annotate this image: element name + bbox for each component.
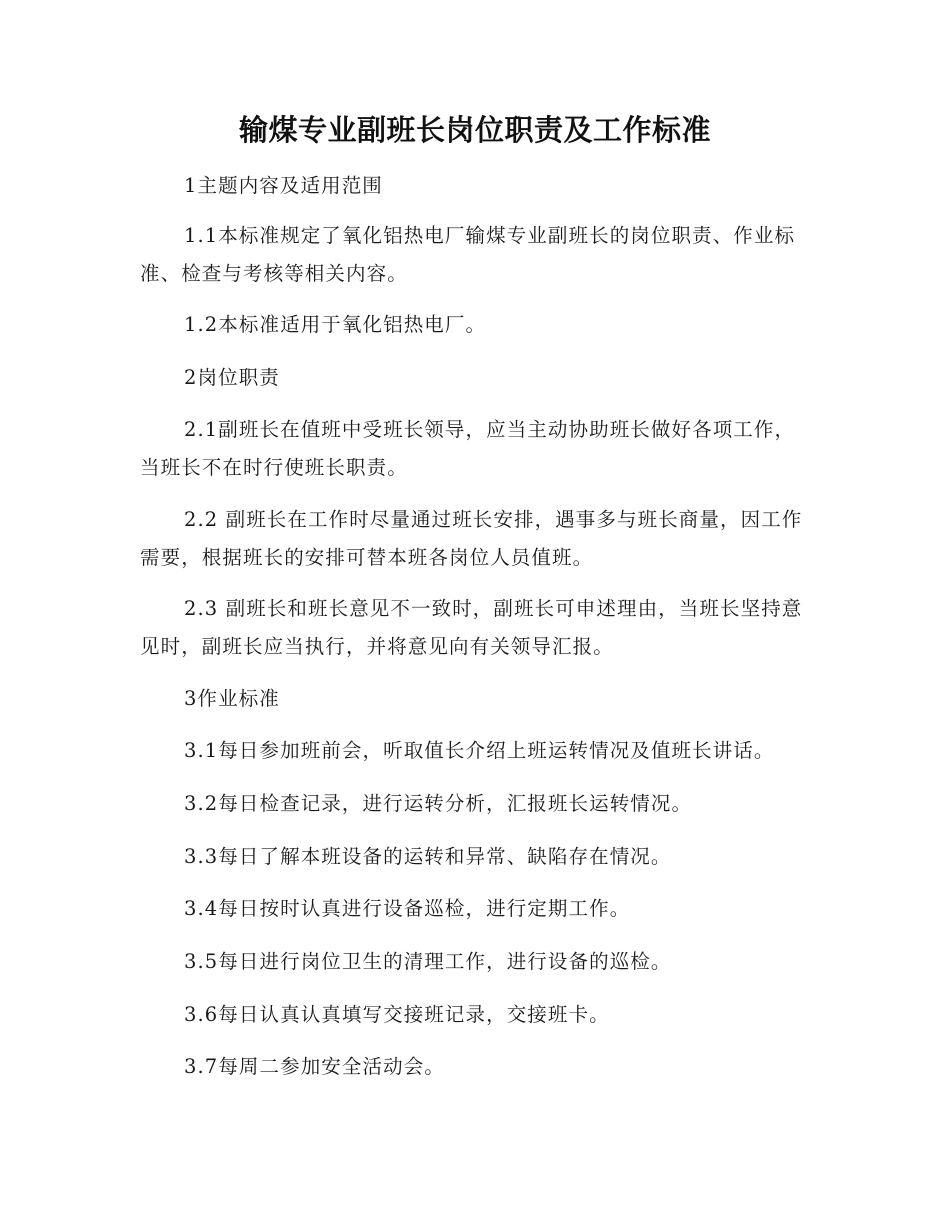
paragraph-3-2: 3.2每日检查记录，进行运转分析，汇报班长运转情况。 xyxy=(184,792,693,815)
paragraph-3-1: 3.1每日参加班前会，听取值长介绍上班运转情况及值班长讲话。 xyxy=(184,739,775,762)
section-heading-1: 1主题内容及适用范围 xyxy=(184,174,383,197)
section-heading-2: 2岗位职责 xyxy=(184,366,280,389)
paragraph-3-7: 3.7每周二参加安全活动会。 xyxy=(184,1055,445,1078)
paragraph-1-2: 1.2本标准适用于氧化铝热电厂。 xyxy=(184,313,487,336)
document-title: 输煤专业副班长岗位职责及工作标准 xyxy=(238,113,711,147)
section-heading-3: 3作业标准 xyxy=(184,687,280,710)
paragraph-3-4: 3.4每日按时认真进行设备巡检，进行定期工作。 xyxy=(184,897,631,920)
paragraph-3-6: 3.6每日认真认真填写交接班记录，交接班卡。 xyxy=(184,1003,610,1026)
paragraph-2-2: 2.2 副班长在工作时尽量通过班长安排，遇事多与班长商量，因工作需要，根据班长的安排可替本班各岗位人员值班。 xyxy=(140,508,803,569)
paragraph-2-1: 2.1副班长在值班中受班长领导，应当主动协助班长做好各项工作，当班长不在时行使班长职责。 xyxy=(140,418,796,479)
paragraph-2-3: 2.3 副班长和班长意见不一致时，副班长可申述理由，当班长坚持意见时，副班长应当执行，并将意见向有关领导汇报。 xyxy=(140,597,803,658)
paragraph-1-1: 1.1本标准规定了氧化铝热电厂输煤专业副班长的岗位职责、作业标准、检查与考核等相关内容。 xyxy=(140,224,796,285)
paragraph-3-5: 3.5每日进行岗位卫生的清理工作，进行设备的巡检。 xyxy=(184,950,672,973)
paragraph-3-3: 3.3每日了解本班设备的运转和异常、缺陷存在情况。 xyxy=(184,845,672,868)
